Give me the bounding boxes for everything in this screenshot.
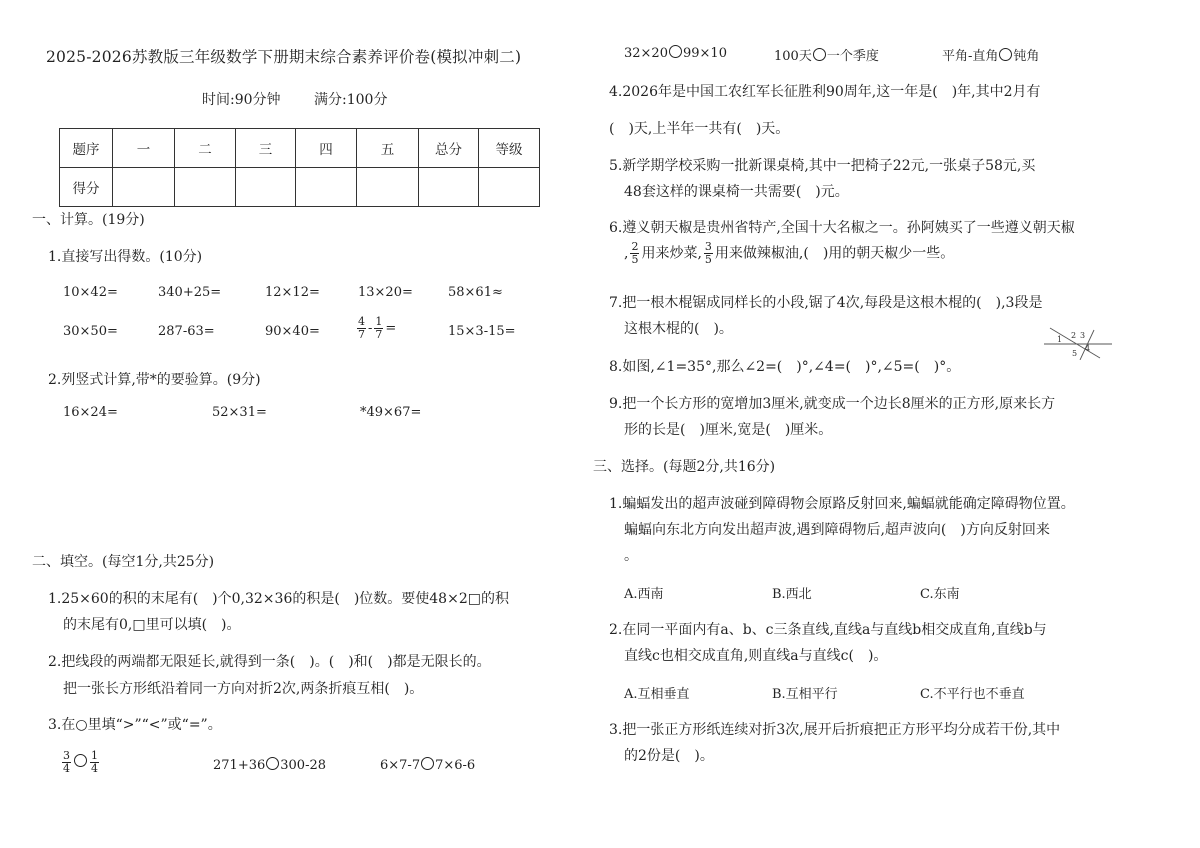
s3-q3-line2: 的2份是( )。 bbox=[624, 748, 714, 764]
s2-q4-line2: ( )天,上半年一共有( )天。 bbox=[609, 121, 790, 137]
answer-circle[interactable] bbox=[813, 48, 826, 61]
score-header-cell: 总分 bbox=[419, 129, 479, 168]
option-a[interactable]: A.西南 bbox=[624, 587, 664, 602]
s2-q8: 8.如图,∠1=35°,那么∠2=( )°,∠4=( )°,∠5=( )°。 bbox=[609, 359, 961, 375]
calc-item: 13×20= bbox=[358, 285, 413, 300]
compare-item: 271+36 300-28 bbox=[213, 758, 326, 773]
s2-q7-line2: 这根木棍的( )。 bbox=[624, 321, 733, 337]
calc-item: 10×42= bbox=[63, 285, 118, 300]
score-header-cell: 五 bbox=[357, 129, 419, 168]
section1-heading: 一、计算。(19分) bbox=[32, 212, 145, 228]
score-header-cell: 三 bbox=[236, 129, 296, 168]
score-table-header-row bbox=[60, 129, 540, 168]
fraction: $\frac{3}{5}$ bbox=[704, 240, 712, 266]
s2-q1-line2: 的末尾有0,□里可以填( )。 bbox=[63, 617, 241, 633]
s2-q5-line2: 48套这样的课桌椅一共需要( )元。 bbox=[624, 184, 849, 200]
fraction: $\frac{1}{7}$ bbox=[375, 315, 383, 341]
vertical-calc-item: 52×31= bbox=[212, 405, 267, 420]
calc-item: 30×50= bbox=[63, 324, 118, 339]
calc-item: 15×3-15= bbox=[448, 324, 516, 339]
angle-label: 2 bbox=[1071, 331, 1077, 340]
s3-q2-line1: 2.在同一平面内有a、b、c三条直线,直线a与直线b相交成直角,直线b与 bbox=[609, 622, 1047, 638]
score-header-cell: 题序 bbox=[60, 129, 113, 168]
compare-item: 32×20 99×10 bbox=[624, 46, 727, 61]
s1-q2-label: 2.列竖式计算,带*的要验算。(9分) bbox=[48, 372, 261, 388]
s3-q1-line2: 蝙蝠向东北方向发出超声波,遇到障碍物后,超声波向( )方向反射回来 bbox=[624, 522, 1050, 538]
answer-circle[interactable] bbox=[999, 48, 1012, 61]
option-b[interactable]: B.互相平行 bbox=[772, 687, 838, 702]
score-table-score-row bbox=[60, 168, 540, 207]
s3-q1-line3: 。 bbox=[624, 548, 638, 564]
angle-label: 4 bbox=[1085, 344, 1091, 353]
s1-q1-label: 1.直接写出得数。(10分) bbox=[48, 249, 203, 265]
compare-item bbox=[60, 750, 101, 775]
fraction: $\frac{2}{5}$ bbox=[631, 240, 639, 266]
calc-item: 58×61≈ bbox=[448, 285, 503, 300]
fraction: $\frac{4}{7}$ bbox=[358, 315, 365, 341]
s3-q2-line2: 直线c也相交成直角,则直线a与直线c( )。 bbox=[624, 648, 888, 664]
angle-label: 1 bbox=[1057, 335, 1063, 344]
calc-item: 90×40= bbox=[265, 324, 320, 339]
option-c[interactable]: C.东南 bbox=[920, 587, 960, 602]
exam-time: 时间:90分钟 bbox=[202, 92, 281, 108]
score-table bbox=[59, 128, 540, 207]
angle-figure bbox=[1040, 326, 1116, 360]
calc-item: 340+25= bbox=[158, 285, 222, 300]
s2-q7-line1: 7.把一根木棍锯成同样长的小段,锯了4次,每段是这根木棍的( ),3段是 bbox=[609, 295, 1043, 311]
angle-label: 3 bbox=[1080, 331, 1086, 340]
vertical-calc-item: 16×24= bbox=[63, 405, 118, 420]
s2-q2-line1: 2.把线段的两端都无限延长,就得到一条( )。( )和( )都是无限长的。 bbox=[48, 654, 491, 670]
score-input-cell[interactable] bbox=[357, 168, 419, 207]
score-input-cell[interactable] bbox=[236, 168, 296, 207]
section3-heading: 三、选择。(每题2分,共16分) bbox=[593, 459, 776, 475]
exam-title: 2025-2026苏教版三年级数学下册期末综合素养评价卷(模拟冲刺二) bbox=[46, 48, 522, 66]
s2-q9-line2: 形的长是( )厘米,宽是( )厘米。 bbox=[624, 422, 833, 438]
score-input-cell[interactable] bbox=[479, 168, 540, 207]
score-header-cell: 二 bbox=[175, 129, 236, 168]
score-input-cell[interactable] bbox=[113, 168, 175, 207]
score-input-cell[interactable] bbox=[296, 168, 357, 207]
s2-q1-line1: 1.25×60的积的末尾有( )个0,32×36的积是( )位数。要使48×2□的积 bbox=[48, 591, 509, 607]
option-a[interactable]: A.互相垂直 bbox=[624, 687, 690, 702]
compare-item: 100天 一个季度 bbox=[774, 49, 879, 64]
compare-item: 平角-直角 钝角 bbox=[942, 49, 1040, 64]
fraction: $\frac{1}{4}$ bbox=[91, 749, 98, 775]
s2-q3-label: 3.在○里填“>”“<”或“=”。 bbox=[48, 717, 222, 733]
fraction-calc-item: $\frac{4}{7}$ - $\frac{1}{7}$ = bbox=[358, 315, 397, 341]
angle-label: 5 bbox=[1072, 349, 1078, 358]
calc-item: 12×12= bbox=[265, 285, 320, 300]
s3-q1-line1: 1.蝙蝠发出的超声波碰到障碍物会原路反射回来,蝙蝠就能确定障碍物位置。 bbox=[609, 496, 1075, 512]
score-header-cell: 等级 bbox=[479, 129, 540, 168]
answer-circle[interactable] bbox=[421, 757, 434, 770]
score-header-cell: 一 bbox=[113, 129, 175, 168]
score-input-cell[interactable] bbox=[419, 168, 479, 207]
answer-circle[interactable] bbox=[266, 757, 279, 770]
section2-heading: 二、填空。(每空1分,共25分) bbox=[32, 554, 215, 570]
s2-q5-line1: 5.新学期学校采购一批新课桌椅,其中一把椅子22元,一张桌子58元,买 bbox=[609, 158, 1036, 174]
exam-full-score: 满分:100分 bbox=[314, 92, 388, 108]
compare-item: 6×7-7 7×6-6 bbox=[380, 758, 476, 773]
score-input-cell[interactable] bbox=[175, 168, 236, 207]
fraction: $\frac{3}{4}$ bbox=[63, 749, 70, 775]
vertical-calc-item: *49×67= bbox=[360, 405, 422, 420]
option-b[interactable]: B.西北 bbox=[772, 587, 812, 602]
answer-circle[interactable] bbox=[74, 754, 87, 767]
s2-q4-line1: 4.2026年是中国工农红军长征胜利90周年,这一年是( )年,其中2月有 bbox=[609, 84, 1041, 100]
answer-circle[interactable] bbox=[669, 45, 682, 58]
s2-q2-line2: 把一张长方形纸沿着同一方向对折2次,两条折痕互相( )。 bbox=[63, 681, 424, 697]
s2-q9-line1: 9.把一个长方形的宽增加3厘米,就变成一个边长8厘米的正方形,原来长方 bbox=[609, 396, 1056, 412]
calc-item: 287-63= bbox=[158, 324, 215, 339]
score-header-cell: 四 bbox=[296, 129, 357, 168]
s3-q3-line1: 3.把一张正方形纸连续对折3次,展开后折痕把正方形平均分成若干份,其中 bbox=[609, 722, 1061, 738]
s2-q6-line2: , $\frac{2}{5}$ 用来炒菜, $\frac{3}{5}$ 用来做辣椒油,( )用的朝天椒少一些。 bbox=[624, 240, 955, 266]
option-c[interactable]: C.不平行也不垂直 bbox=[920, 687, 1025, 702]
score-row-label: 得分 bbox=[60, 168, 113, 207]
s2-q6-line1: 6.遵义朝天椒是贵州省特产,全国十大名椒之一。孙阿姨买了一些遵义朝天椒 bbox=[609, 220, 1075, 236]
